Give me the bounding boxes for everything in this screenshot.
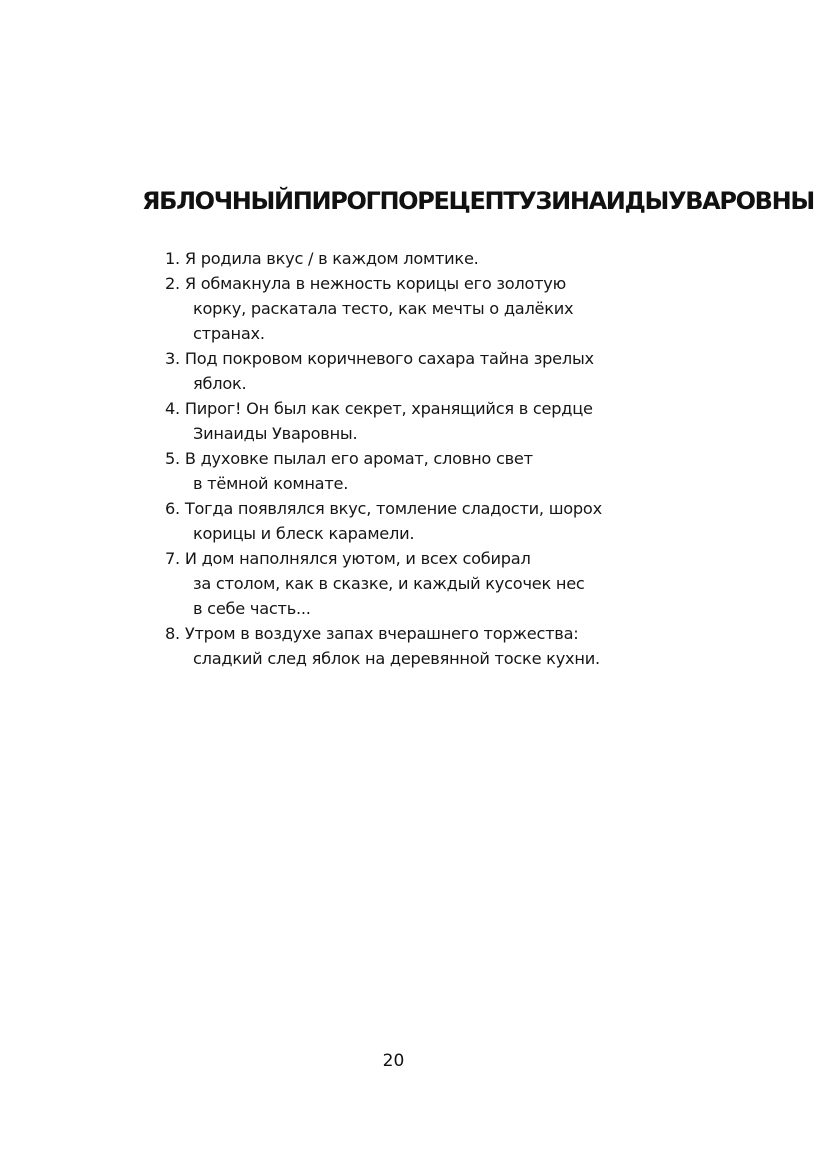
line-text: Я родила вкус / в каждом ломтике. [184, 249, 479, 268]
line-text: Пирог! Он был как секрет, хранящийся в сердце [184, 399, 593, 418]
line-text: В духовке пылал его аромат, словно свет [184, 449, 533, 468]
line-continuation: странах. [193, 324, 265, 343]
item-number: 5. [165, 449, 180, 468]
line-continuation: в тёмной комнате. [193, 474, 349, 493]
item-number: 1. [165, 249, 180, 268]
item-number: 6. [165, 499, 180, 518]
line-first [165, 246, 602, 271]
item-number: 7. [165, 549, 180, 568]
list-item-4 [165, 396, 602, 446]
line-first [165, 396, 602, 421]
item-number: 8. [165, 624, 180, 643]
line-text: Тогда появлялся вкус, томление сладости, шорох [184, 499, 602, 518]
page-title: ЯБЛОЧНЫЙПИРОГПОРЕЦЕПТУЗИНАИДЫУВАРОВНЫ [142, 187, 814, 215]
list-item-3 [165, 346, 602, 396]
line-first [165, 621, 602, 646]
line-continuation: за столом, как в сказке, и каждый кусочек нес [193, 574, 585, 593]
line-continuation: корку, раскатала тесто, как мечты о далёких [193, 299, 574, 318]
line-continuation: сладкий след яблок на деревянной тоске кухни. [193, 649, 600, 668]
list-item-1 [165, 246, 602, 271]
poem-list [165, 246, 602, 671]
line-text: Под покровом коричневого сахара тайна зрелых [184, 349, 594, 368]
item-number: 4. [165, 399, 180, 418]
line-continuation: Зинаиды Уваровны. [193, 424, 358, 443]
item-number: 3. [165, 349, 180, 368]
line-continuation: в себе часть... [193, 599, 311, 618]
line-first [165, 271, 602, 296]
line-text: Утром в воздухе запах вчерашнего торжества: [184, 624, 579, 643]
line-first [165, 546, 602, 571]
line-first [165, 496, 602, 521]
list-item-5 [165, 446, 602, 496]
line-continuation: яблок. [193, 374, 247, 393]
list-item-6 [165, 496, 602, 546]
item-number: 2. [165, 274, 180, 293]
list-item-7 [165, 546, 602, 621]
line-first [165, 346, 602, 371]
list-item-8 [165, 621, 602, 671]
page-number: 20 [382, 1051, 405, 1071]
line-continuation: корицы и блеск карамели. [193, 524, 415, 543]
line-text: Я обмакнула в нежность корицы его золотую [184, 274, 567, 293]
line-first [165, 446, 602, 471]
list-item-2 [165, 271, 602, 346]
line-text: И дом наполнялся уютом, и всех собирал [184, 549, 531, 568]
